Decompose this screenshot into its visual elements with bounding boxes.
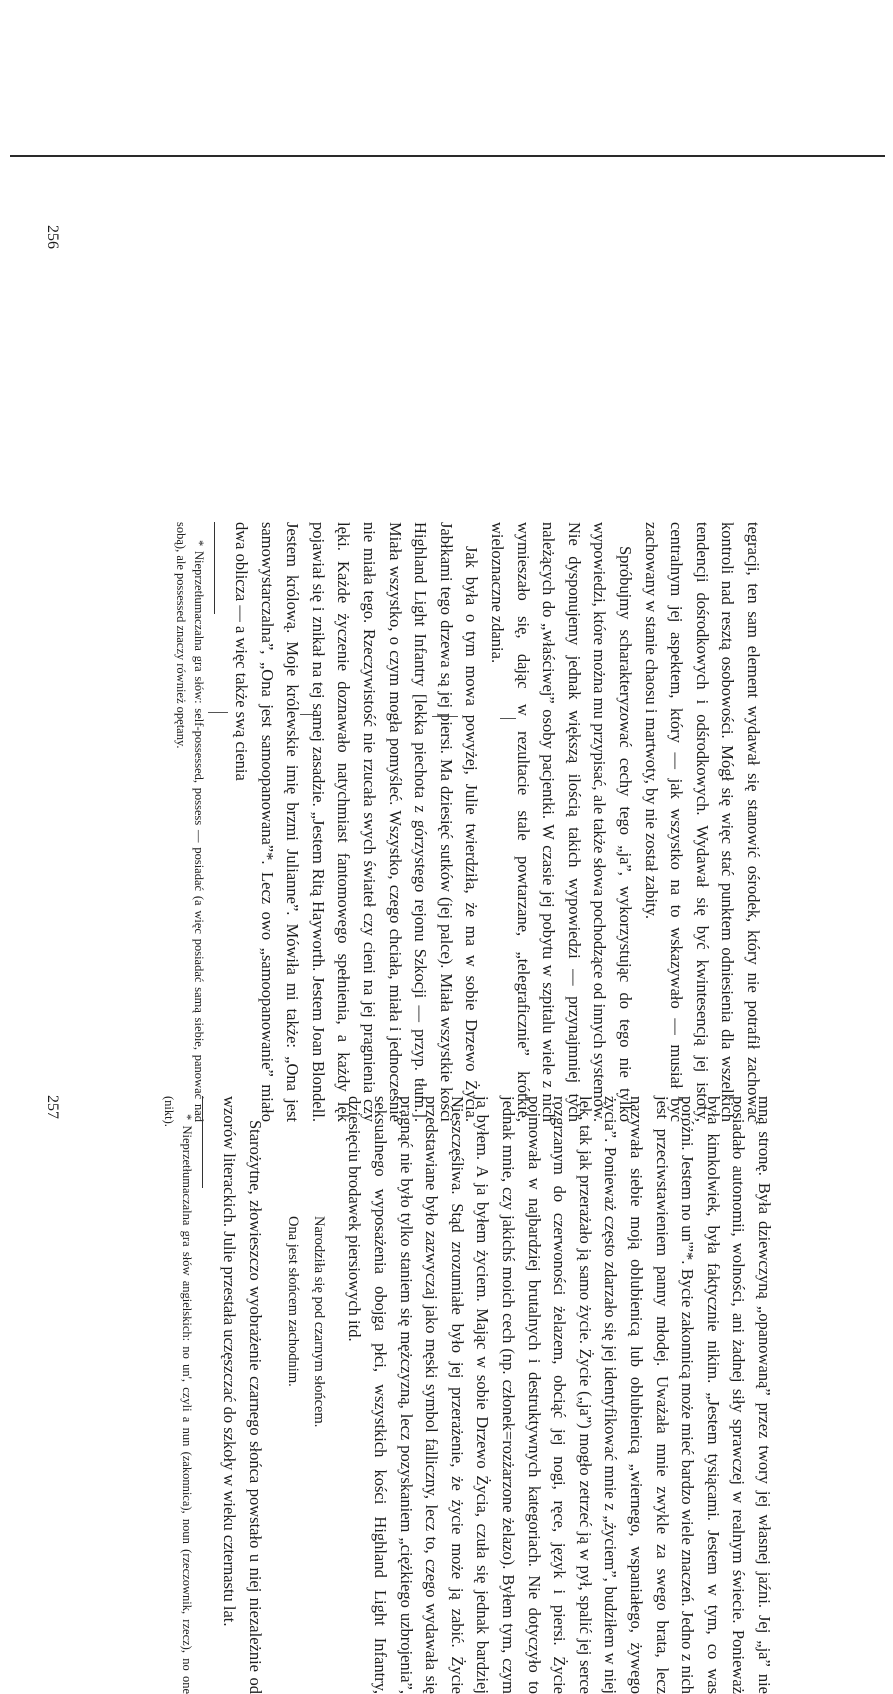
paragraph: Jak była o tym mowa powyżej, Julie twierdziła, że ma w sobie Drzewo Życia. Jabłkami tego drzewa są jej piersi. Ma dziesięć sutków (jej palce). Miała wszystkie kości Highland Light Infantry [lekka piechota z górzystego rejonu Szkocji — przyp. tłum.]. Miała wszystko, o czym mogła pomyśleć. Wszystko, czego chciała, miała i jednocześnie nie miała tego. Rzeczywistość nie rzucała swych świateł czy cieni na jej pragnienia czy lęki. Każde życzenie doznawało natychmiast fantomowego spełnienia, a każdy lęk pojawiał się i znikał na tej samej zasadzie. „Jestem Ritą Hayworth. Jestem Joan Blondell. Jestem królową. Moje królewskie imię brzmi Julianne”. Mówiła mi także: „Ona jest samowystarczalna”, „Ona jest samoopanowana”*. Lecz owo „samoopanowanie” miało dwa oblicza — a więc także swą cienia	[232, 522, 482, 1122]
left-page	[126, 522, 766, 1122]
footnote: * Nieprzetłumaczalna gra słów: self-possessed, possess — posiadać (a więc posiadać samą siebie, panować nad sobą), ale possessed znaczy również opętany.	[173, 522, 206, 1122]
right-page	[135, 1096, 777, 1694]
gutter-mark	[300, 714, 314, 715]
paragraph: Spróbujmy scharakteryzować cechy tego „ja”, wykorzystując do tego nie tylko wypowiedzi, które można mu przypisać, ale także słowa pochodzące od innych systemów. Nie dysponujemy jednak większą ilością takich wypowiedzi — przynajmniej tych należących do „właściwej” osoby pacjentki. W czasie jej pobytu w szpitalu wiele z nich wymieszało się, dając w rezultacie stale powtarzane, „telegraficznie” krótkie, wieloznaczne zdania.	[488, 522, 636, 1122]
page-number-right: 257	[44, 1095, 61, 1119]
page-top-rule	[10, 155, 885, 157]
footnote: * Nieprzetłumaczalna gra słów angielskich: no un', czyli a nun (zakonnica), noun (rzeczownik, rzecz), no one (nikt).	[161, 1096, 194, 1694]
paragraph: mną stronę. Była dziewczyną „opanowaną” przez twory jej własnej jaźni. Jej „ja” nie posiadało autonomii, wolności, ani żadnej siły sprawczej w realnym świecie. Ponieważ była kimkolwiek, była faktycznie nikim. „Jestem tysiącami. Jestem w tym, co was poróżni. Jestem no un'”*. Bycie zakonnicą może mieć bardzo wiele znaczeń. Jedno z nich jest przeciwstawieniem panny młodej. Uważała mnie zwykle za swego brata, lecz nazywała siebie moją oblubienicą lub oblubienicą „wiernego, wspaniałego, żywego życia”. Ponieważ często zdarzało się jej identyfikować mnie z „życiem”, budziłem w niej lęk, tak jak przerażało ją samo życie. Życie („ja”) mogło zetrzeć ją w pył, spalić jej serce rozgrzanym do czerwoności żelazem, obciąć jej nogi, ręce, język i piersi. Życie pojmowała w najbardziej brutalnych i destruktywnych kategoriach. Nie dotyczyło to jednak mnie, czy jakichś moich cech (np. członek=rozżarzone żelazo). Byłem tym, czym ja byłem. A ja byłem życiem. Mając w sobie Drzewo Życia, czuła się jednak bardziej Nieszczęśliwa. Stąd zrozumiałe było jej przerażenie, że życie może ją zabić. Życie przedstawiane było zazwyczaj jako męski symbol falliczny, lecz to, czego wydawała się pragnąć nie było tylko staniem się mężczyzną, lecz pozyskaniem „ciężkiego uzbrojenia”, seksualnego wyposażenia obojga płci, wszystkich kości Highland Light Infantry, dziesięciu brodawek piersiowych itd.	[345, 1096, 774, 1694]
gutter-mark	[208, 712, 228, 713]
gutter-mark	[432, 716, 458, 717]
page-number-left: 256	[44, 225, 61, 249]
paragraph: tegracji, ten sam element wydawał się stanowić ośrodek, który nie potrafił zachować kontroli nad resztą osobowości. Mógł się więc stać punktem odniesienia dla wszelkich tendencji dośrodkowych i odśrodkowych. Wydawał się być kwintesencją jej istoty, centralnym jej aspektem, który — jak wszystko na to wskazywało — musiał być zachowany w stanie chaosu i martwoty, by nie został zabity.	[641, 522, 763, 1122]
verse-line: Narodziła się pod czarnym słońcem.	[310, 1216, 327, 1428]
verse	[282, 1216, 330, 1694]
gutter-mark	[500, 718, 516, 719]
footnote-rule	[202, 1096, 203, 1188]
footnote-rule	[214, 522, 215, 614]
paragraph: Starożytne, złowieszczo wyobrażenie czarnego słońca powstało u niej niezależnie od wzorów literackich. Julie przestała uczęszczać do szkoły w wieku czternastu lat.	[220, 1096, 265, 1694]
verse-line: Ona jest słońcem zachodnim.	[284, 1216, 301, 1387]
